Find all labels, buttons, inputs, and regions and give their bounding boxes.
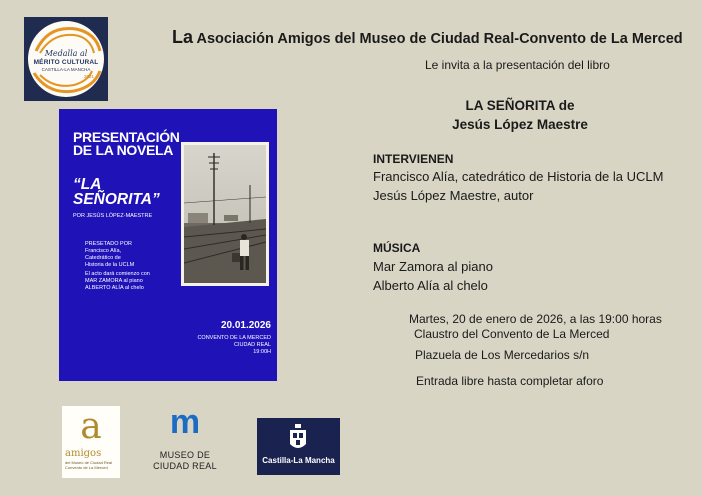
poster-presenter-2: Francisco Alía,: [85, 248, 122, 254]
book-author: Jesús López Maestre: [452, 117, 588, 132]
medal-text-1: Medalla al: [44, 49, 88, 58]
photo-railway-scene: [184, 145, 266, 283]
poster-place-2: CIUDAD REAL: [234, 342, 271, 348]
poster-presenter-4: Historia de la UCLM: [85, 262, 135, 268]
poster-date: 20.01.2026: [220, 320, 271, 331]
book-title: LA SEÑORITA de: [465, 98, 575, 113]
poster-novel-line-1: “LA: [73, 176, 102, 193]
poster-presenter: [85, 241, 134, 269]
title-prefix: La: [172, 27, 194, 47]
museo-mark: m: [169, 403, 201, 441]
poster-presenter-1: PRESETADO POR: [85, 241, 132, 247]
musician-1: Mar Zamora al piano: [373, 259, 493, 274]
musica-heading: MÚSICA: [373, 241, 421, 255]
medal-disc: [28, 21, 104, 97]
poster-act: [85, 271, 150, 292]
page-title: [172, 27, 683, 48]
medal-logo: [24, 17, 108, 101]
amigos-mark: a: [80, 406, 102, 447]
museo-logo: [142, 402, 228, 480]
speaker-2: Jesús López Maestre, autor: [373, 188, 534, 203]
coat-of-arms-icon: [289, 424, 307, 452]
title-rest: Asociación Amigos del Museo de Ciudad Real-Convento de La Merced: [196, 31, 683, 47]
poster-place-3: 19:00H: [253, 349, 271, 355]
event-venue: Claustro del Convento de La Merced: [414, 327, 610, 341]
poster-author: POR JESÚS LÓPEZ-MAESTRE: [73, 213, 153, 219]
poster-title: [73, 131, 180, 157]
poster-place-1: CONVENTO DE LA MERCED: [197, 335, 271, 341]
museo-text-1: MUSEO DE: [159, 450, 211, 460]
poster-title-line-1: PRESENTACIÓN: [73, 129, 180, 145]
speaker-1: Francisco Alía, catedrático de Historia de la UCLM: [373, 169, 664, 184]
poster-act-1: El acto dará comienzo con: [85, 271, 150, 277]
poster-presenter-3: Catedrático de: [85, 255, 121, 261]
poster-act-3: ALBERTO ALÍA al chelo: [85, 285, 144, 291]
medal-text-3: CASTILLA-LA MANCHA: [41, 67, 91, 72]
clm-label: Castilla-La Mancha: [262, 456, 335, 465]
poster-novel-line-2: SEÑORITA”: [73, 191, 160, 208]
musician-2: Alberto Alía al chelo: [373, 278, 488, 293]
event-address: Plazuela de Los Mercedarios s/n: [415, 348, 590, 362]
poster-novel-title: [73, 177, 160, 207]
museo-text-2: CIUDAD REAL: [153, 461, 217, 471]
poster-photo-frame: [181, 142, 269, 286]
poster-place: [197, 335, 271, 356]
amigos-logo: [62, 406, 120, 478]
castilla-la-mancha-logo: [257, 418, 340, 475]
event-poster: [59, 109, 277, 381]
amigos-word: amigos: [65, 448, 102, 459]
intervienen-heading: INTERVIENEN: [373, 152, 454, 166]
book-title-block: [420, 96, 620, 134]
medal-text-4: 2021: [83, 74, 94, 79]
vintage-photo: [184, 145, 266, 283]
invite-line: Le invita a la presentación del libro: [425, 58, 610, 72]
poster-act-2: MAR ZAMORA al piano: [85, 278, 143, 284]
amigos-subtitle: del Museo de Ciudad Real Convento de La Merced: [65, 460, 113, 470]
poster-title-line-2: DE LA NOVELA: [73, 142, 174, 158]
medal-text-2: MÉRITO CULTURAL: [33, 59, 99, 66]
event-entry: Entrada libre hasta completar aforo: [416, 374, 604, 388]
event-datetime: Martes, 20 de enero de 2026, a las 19:00 horas: [409, 312, 662, 326]
